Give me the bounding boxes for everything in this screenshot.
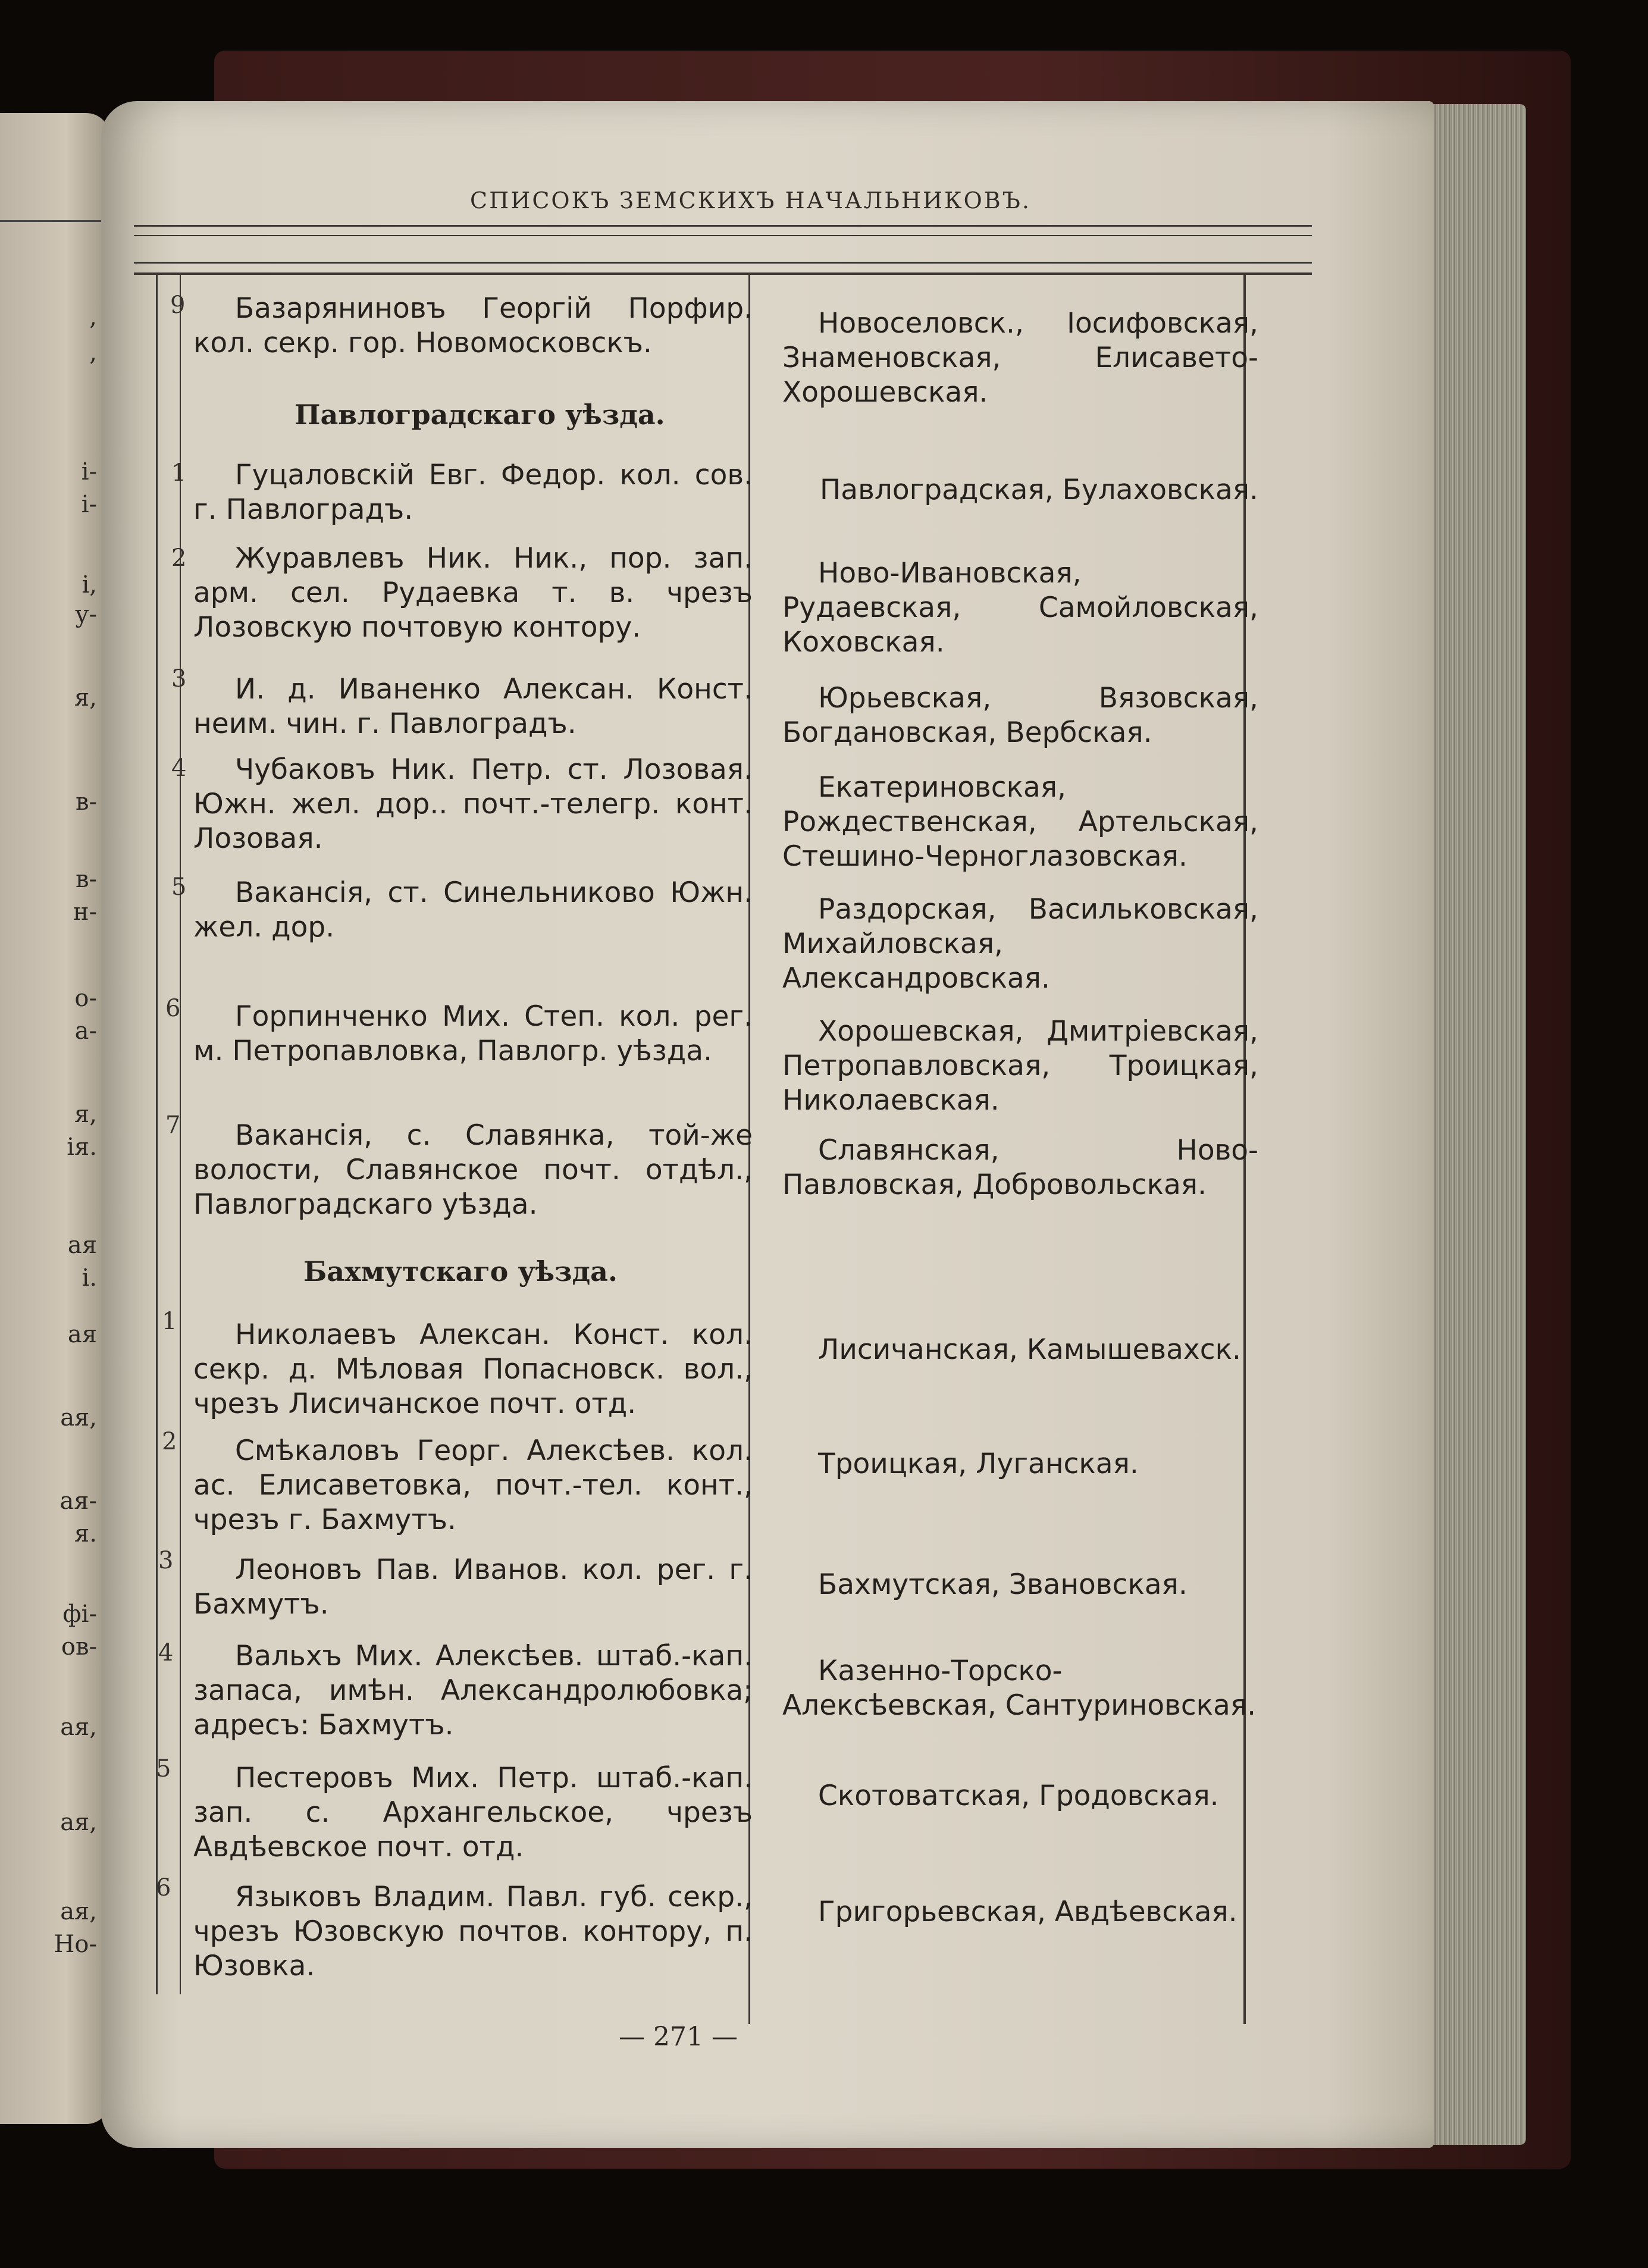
left-page-fragment: в- <box>75 866 97 893</box>
official-entry: Горпинченко Мих. Степ. кол. рег. м. Петропавловка, Павлогр. уѣзда. <box>193 1000 753 1067</box>
volost-list: Новоселовск., Іосифовская, Знаменовская, Елисавето-Хорошевская. <box>782 307 1258 409</box>
left-page-fragment: і. <box>82 1264 97 1292</box>
volost-list: Григорьевская, Авдѣевская. <box>818 1896 1237 1928</box>
official-entry: Николаевъ Алексан. Конст. кол. секр. д. Мѣловая Попасновск. вол., чрезъ Лисичанское почт. отд. <box>193 1318 753 1420</box>
row-number: 1 <box>171 459 187 487</box>
left-page-fragment: фі- <box>62 1600 97 1628</box>
volost-list: Бахмутская, Звановская. <box>818 1568 1188 1601</box>
header-rule <box>134 235 1312 236</box>
left-page-fragment: ая, <box>60 1713 97 1741</box>
official-entry: Вакансія, ст. Синельниково Южн. жел. дор. <box>193 876 753 944</box>
row-number: 5 <box>156 1755 171 1783</box>
table-top-rule <box>134 272 1312 275</box>
left-page-fragment: ая <box>67 1232 97 1259</box>
left-page-fragment: ая, <box>60 1809 97 1836</box>
left-page-fragment: в- <box>75 788 97 816</box>
left-page-fragment: , <box>89 303 97 331</box>
left-page-fragment: а- <box>74 1017 97 1045</box>
volost-list: Скотоватская, Гродовская. <box>818 1780 1219 1812</box>
left-page-rule <box>0 220 101 222</box>
official-entry: Пестеровъ Мих. Петр. штаб.-кап. зап. с. Архангельское, чрезъ Авдѣевское почт. отд. <box>193 1762 753 1863</box>
left-page-fragment: у- <box>74 601 97 628</box>
official-entry: Чубаковъ Ник. Петр. ст. Лозовая. Южн. жел. дор.. почт.-телегр. конт. Лозовая. <box>193 753 753 855</box>
volost-list: Екатериновская, Рождественская, Артельская, Стешино-Черноглазовская. <box>782 771 1258 873</box>
left-facing-page <box>0 113 110 2124</box>
official-entry: И. д. Иваненко Алексан. Конст. неим. чин. г. Павлоградъ. <box>193 673 753 740</box>
row-number: 3 <box>171 665 187 693</box>
volost-list: Юрьевская, Вязовская, Богдановская, Вербская. <box>782 682 1258 749</box>
volost-list: Славянская, Ново-Павловская, Добровольская. <box>782 1134 1258 1201</box>
volost-list: Раздорская, Васильковская, Михайловская, Александровская. <box>782 893 1258 995</box>
left-page-fragment: і- <box>81 491 97 518</box>
official-entry: Смѣкаловъ Георг. Алексѣев. кол. ас. Елисаветовка, почт.-тел. конт., чрезъ г. Бахмутъ. <box>193 1434 753 1536</box>
official-entry: Языковъ Владим. Павл. губ. секр., чрезъ Юзовскую почтов. контору, п. Юзовка. <box>193 1881 753 1982</box>
left-page-fragment: і, <box>82 571 97 599</box>
official-entry: Журавлевъ Ник. Ник., пор. зап. арм. сел. Рудаевка т. в. чрезъ Лозовскую почтовую контору. <box>193 542 753 644</box>
volost-list: Троицкая, Луганская. <box>818 1448 1139 1480</box>
left-page-fragment: , <box>89 339 97 366</box>
volost-list: Лисичанская, Камышевахск. <box>818 1333 1241 1366</box>
left-page-fragment: ая, <box>60 1404 97 1431</box>
left-page-fragment: н- <box>73 898 97 926</box>
header-rule <box>134 225 1312 227</box>
row-number: 1 <box>162 1308 177 1335</box>
row-number: 2 <box>162 1428 177 1455</box>
left-page-fragment: я. <box>74 1520 97 1547</box>
official-entry: Вальхъ Мих. Алексѣев. штаб.-кап. запаса, имѣн. Александролюбовка; адресъ: Бахмутъ. <box>193 1640 753 1741</box>
left-page-fragment: ая <box>67 1321 97 1348</box>
row-number: 4 <box>158 1639 174 1666</box>
row-number: 6 <box>156 1874 171 1902</box>
left-page-fragment: Но- <box>54 1931 97 1958</box>
row-number: 4 <box>171 754 187 782</box>
running-head: СПИСОКЪ ЗЕМСКИХЪ НАЧАЛЬНИКОВЪ. <box>470 187 1031 214</box>
volost-list: Хорошевская, Дмитріевская, Петропавловская, Троицкая, Николаевская. <box>782 1015 1258 1117</box>
volost-list: Казенно-Торско-Алексѣевская, Сантуриновская. <box>782 1655 1257 1722</box>
row-number: 5 <box>171 873 187 901</box>
row-number: 7 <box>165 1111 181 1139</box>
table-top-rule <box>134 262 1312 264</box>
row-number: 2 <box>171 544 187 572</box>
left-page-fragment: ов- <box>61 1633 97 1661</box>
left-page-fragment: і- <box>81 458 97 485</box>
section-heading: Бахмутскаго уѣзда. <box>303 1255 618 1288</box>
left-page-fragment: о- <box>74 985 97 1012</box>
row-number: 9 <box>170 292 186 319</box>
volost-list: Ново-Ивановская, Рудаевская, Самойловская, Коховская. <box>782 557 1258 659</box>
left-page-fragment: ая- <box>59 1487 97 1515</box>
left-page-fragment: я, <box>74 1101 97 1128</box>
left-page-fragment: ая, <box>60 1898 97 1925</box>
table-left-rule <box>156 275 158 1994</box>
official-entry: Гуцаловскій Евг. Федор. кол. сов. г. Павлоградъ. <box>193 459 753 526</box>
left-page-fragment: ія. <box>67 1133 97 1161</box>
volost-list: Павлоградская, Булаховская. <box>819 474 1258 506</box>
row-number: 6 <box>165 995 181 1022</box>
left-page-fragment: я, <box>74 684 97 712</box>
official-entry: Леоновъ Пав. Иванов. кол. рег. г. Бахмутъ. <box>193 1553 753 1621</box>
row-number: 3 <box>158 1547 174 1574</box>
section-heading: Павлоградскаго уѣзда. <box>294 399 665 431</box>
official-entry: Базаряниновъ Георгій Порфир. кол. секр. гор. Новомосковскъ. <box>193 292 753 359</box>
official-entry: Вакансія, с. Славянка, той-же волости, Славянское почт. отдѣл., Павлоградскаго уѣзда. <box>193 1119 753 1221</box>
page-number: — 271 — <box>619 2022 738 2052</box>
